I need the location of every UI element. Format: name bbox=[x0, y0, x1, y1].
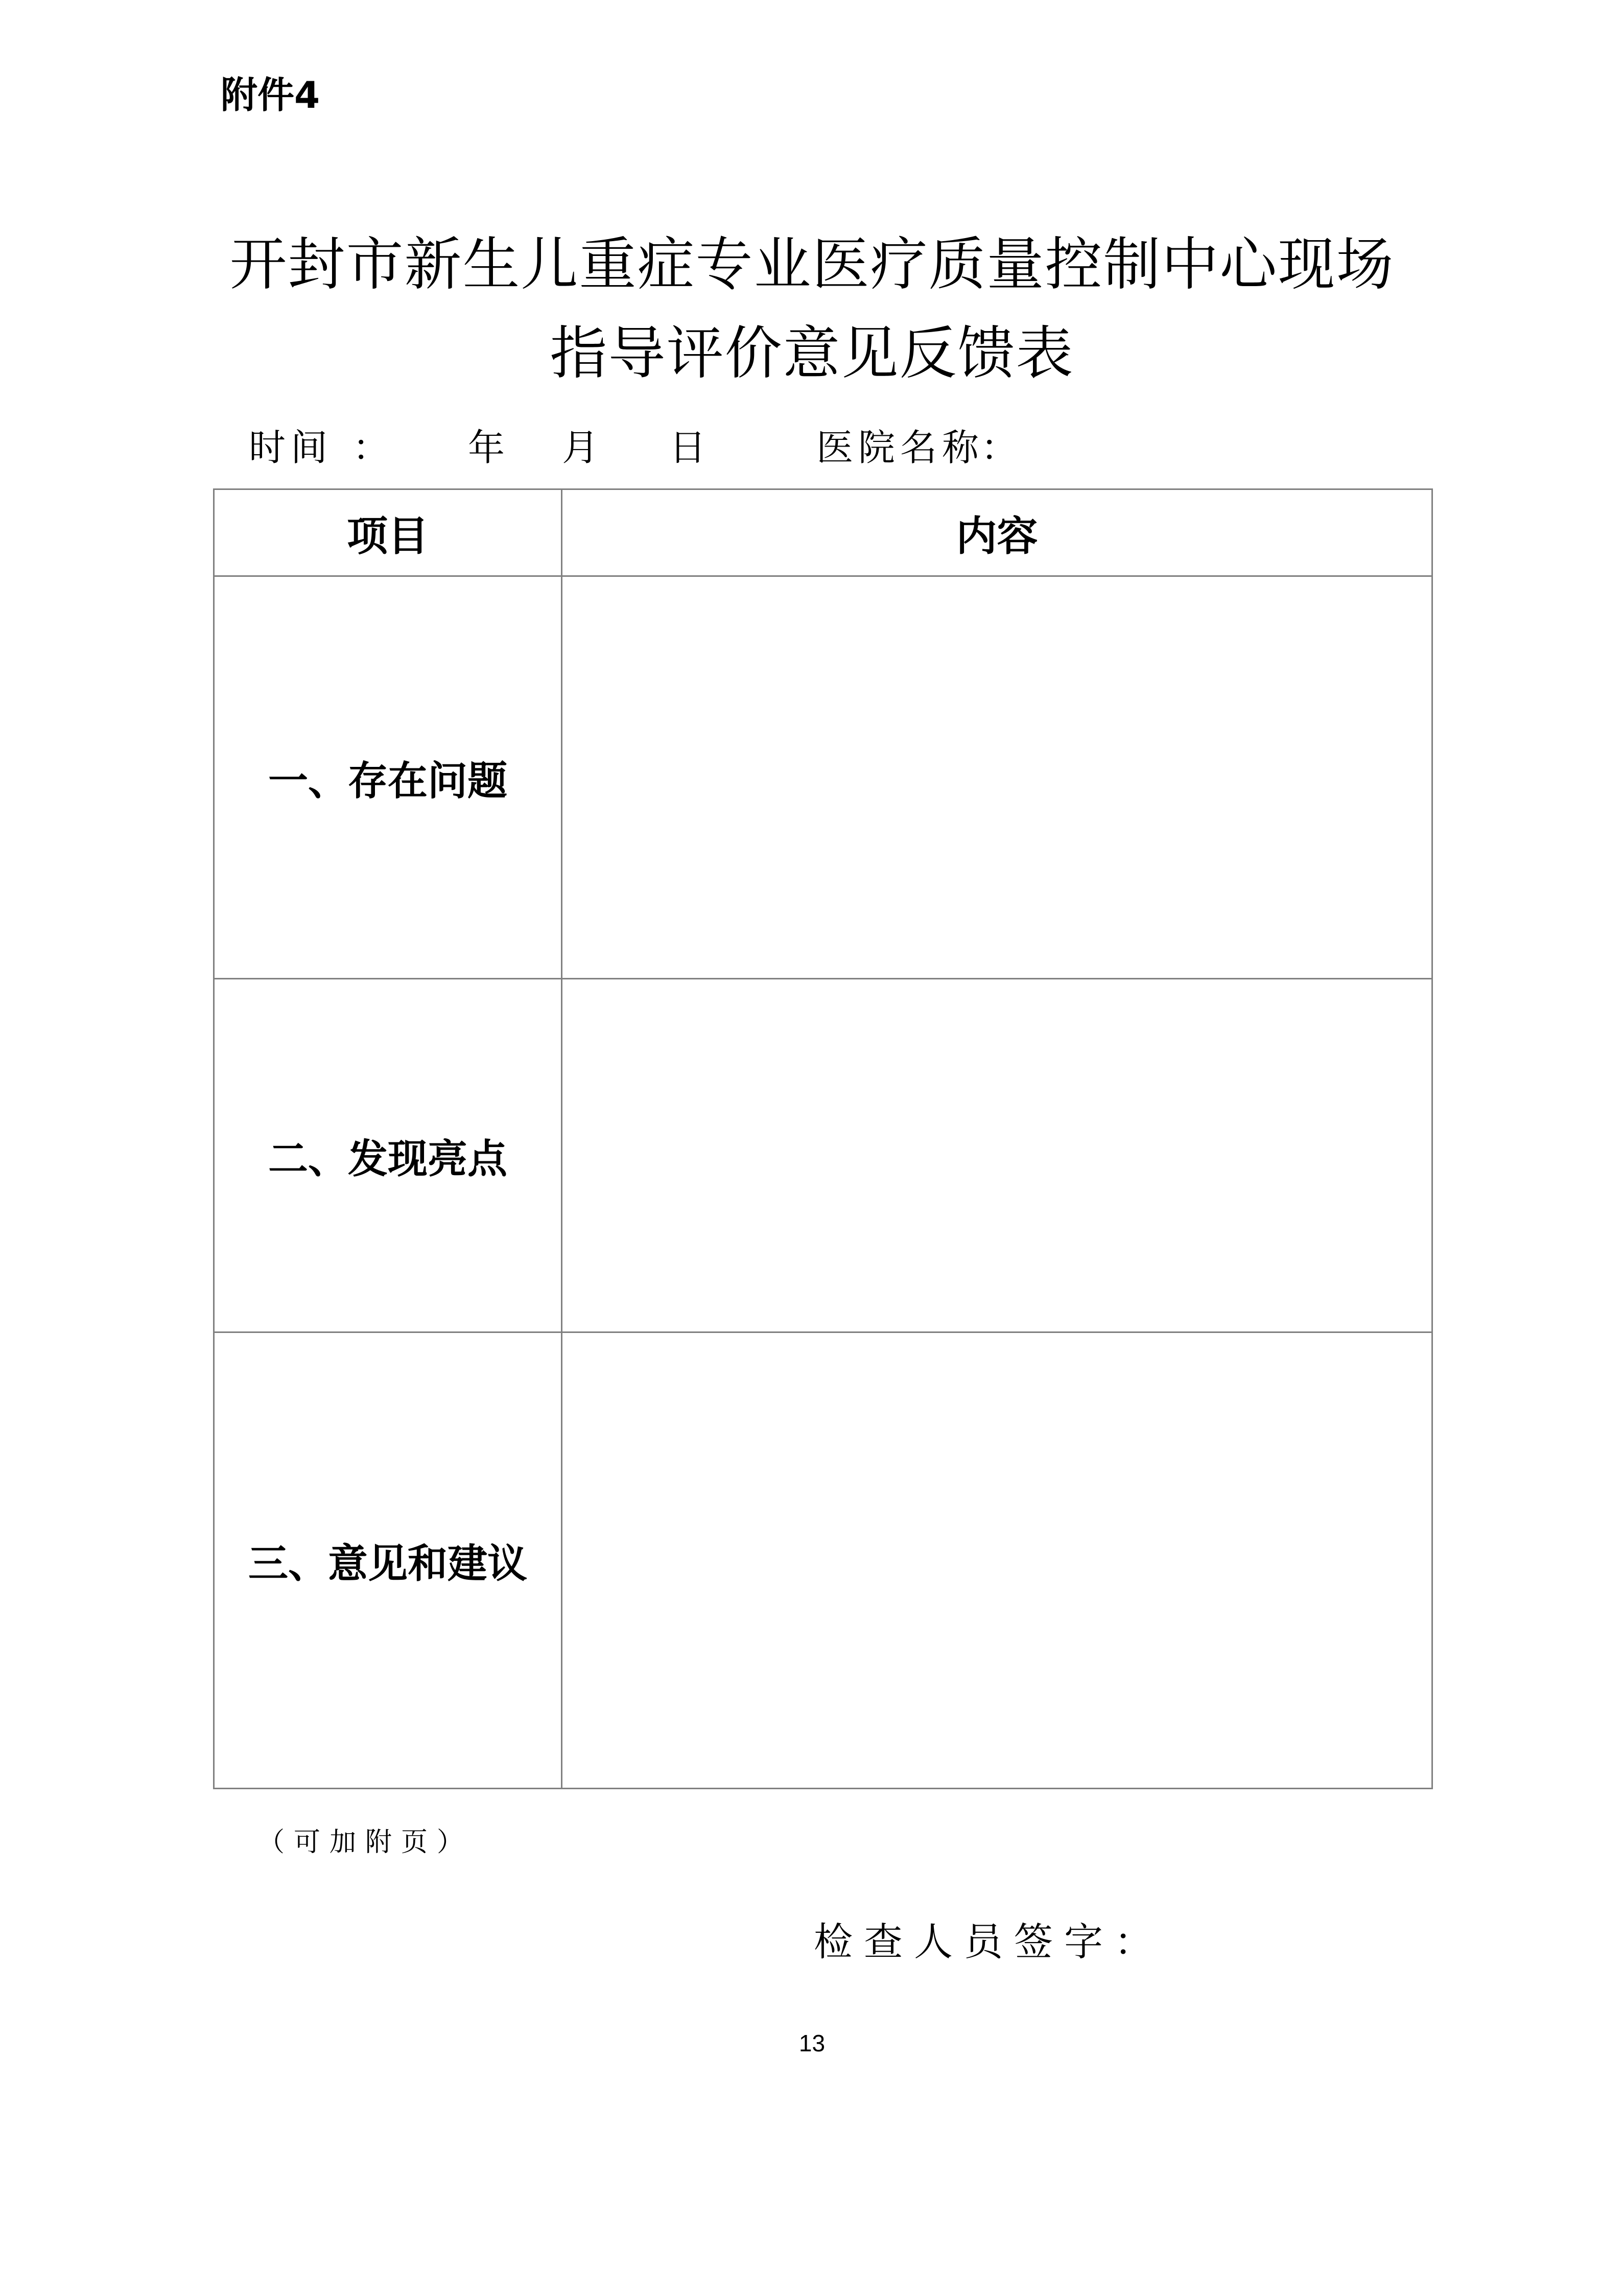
row-item-suggestions: 三、意见和建议 bbox=[214, 1332, 562, 1789]
month-label: 月 bbox=[562, 426, 604, 469]
document-title-line-2: 指导评价意见反馈表 bbox=[550, 320, 1074, 387]
time-colon: ： bbox=[352, 426, 395, 469]
row-content-problems[interactable] bbox=[562, 576, 1432, 979]
inspector-signature-label: 检查人员签字： bbox=[814, 1919, 1164, 1964]
table-header-row bbox=[214, 489, 1432, 576]
page-number: 13 bbox=[798, 2030, 826, 2056]
day-label: 日 bbox=[669, 426, 712, 469]
row-content-highlights[interactable] bbox=[562, 979, 1432, 1332]
attachment-label: 附件4 bbox=[221, 74, 320, 116]
feedback-table bbox=[213, 488, 1433, 1789]
table-row bbox=[214, 979, 1432, 1332]
table-row bbox=[214, 1332, 1432, 1789]
time-label: 时间 bbox=[249, 426, 333, 469]
row-item-highlights: 二、发现亮点 bbox=[214, 979, 562, 1332]
document-title-line-1: 开封市新生儿重症专业医疗质量控制中心现场 bbox=[229, 231, 1395, 298]
row-content-suggestions[interactable] bbox=[562, 1332, 1432, 1789]
additional-pages-note: （可加附页） bbox=[258, 1827, 473, 1858]
row-item-problems: 一、存在问题 bbox=[214, 576, 562, 979]
column-header-content: 内容 bbox=[562, 489, 1432, 576]
table-row bbox=[214, 576, 1432, 979]
hospital-name-label: 医院名称 bbox=[816, 426, 984, 469]
year-label: 年 bbox=[468, 426, 510, 469]
column-header-item: 项目 bbox=[214, 489, 562, 576]
hospital-name-colon: ： bbox=[981, 426, 1023, 469]
